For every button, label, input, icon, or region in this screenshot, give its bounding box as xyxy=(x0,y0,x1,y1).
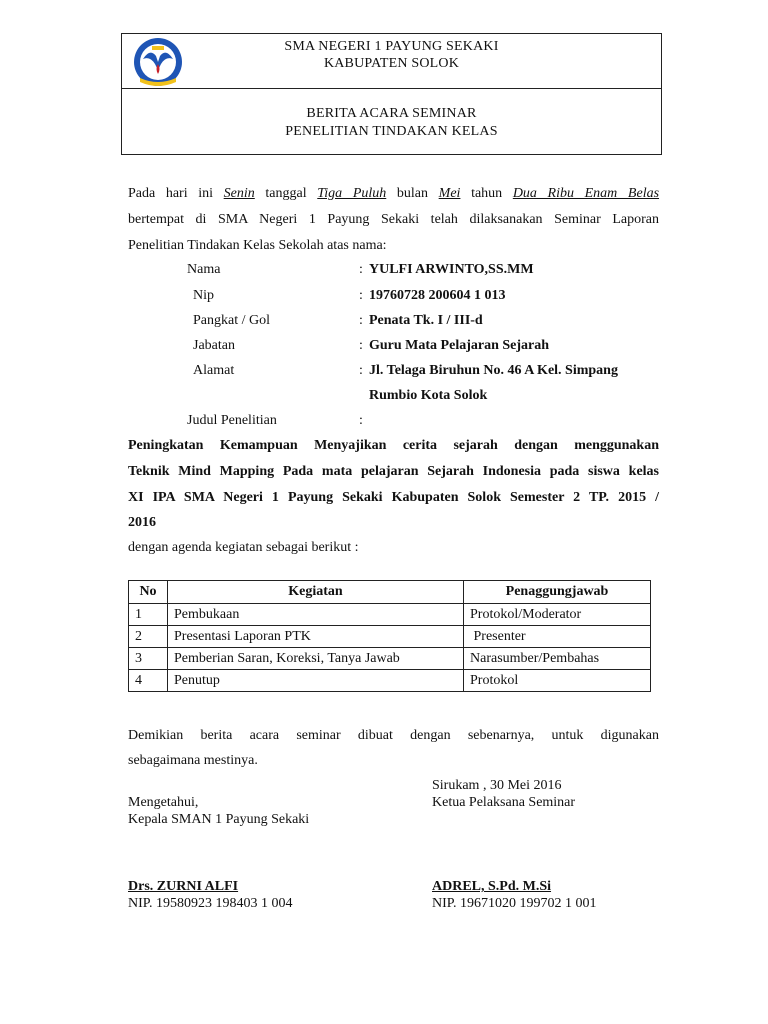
region-name: KABUPATEN SOLOK xyxy=(323,56,460,71)
table-header-row xyxy=(129,581,651,604)
table-row xyxy=(129,626,651,648)
judul-label: Judul Penelitian xyxy=(187,413,277,428)
bulan-label: bulan xyxy=(396,186,429,201)
row-kegiatan: Pembukaan xyxy=(168,604,464,626)
research-title-line-3: XI IPA SMA Negeri 1 Payung Sekaki Kabupaten Solok Semester 2 TP. 2015 / xyxy=(128,490,659,505)
left-signatory-nip: NIP. 19580923 198403 1 004 xyxy=(128,896,293,911)
header-box xyxy=(121,33,662,155)
table-row xyxy=(129,670,651,692)
header-divider xyxy=(122,88,661,89)
jabatan-label: Jabatan xyxy=(193,338,235,353)
row-penanggungjawab: Narasumber/Pembahas xyxy=(464,648,651,670)
right-role: Ketua Pelaksana Seminar xyxy=(432,795,576,810)
judul-colon: : xyxy=(359,413,363,428)
row-penanggungjawab: Protokol xyxy=(464,670,651,692)
left-role-line-2: Kepala SMAN 1 Payung Sekaki xyxy=(128,812,310,827)
document-title-line-1: BERITA ACARA SEMINAR xyxy=(306,106,477,121)
pangkat-value: Penata Tk. I / III-d xyxy=(369,313,483,328)
row-penanggungjawab: Protokol/Moderator xyxy=(464,604,651,626)
research-title-line-1: Peningkatan Kemampuan Menyajikan cerita sejarah dengan menggunakan xyxy=(128,438,659,453)
right-signatory-name: ADREL, S.Pd. M.Si xyxy=(432,879,552,894)
nip-value: 19760728 200604 1 013 xyxy=(369,288,506,303)
header-no: No xyxy=(129,581,168,604)
school-name: SMA NEGERI 1 PAYUNG SEKAKI xyxy=(284,39,499,54)
nip-colon: : xyxy=(359,288,363,303)
research-title-line-4: 2016 xyxy=(128,515,156,530)
closing-line-2: sebagaimana mestinya. xyxy=(128,753,258,768)
left-role-line-1: Mengetahui, xyxy=(128,795,199,810)
nama-label: Nama xyxy=(187,262,221,277)
table-row xyxy=(129,604,651,626)
pangkat-label: Pangkat / Gol xyxy=(193,313,270,328)
right-signatory-nip: NIP. 19671020 199702 1 001 xyxy=(432,896,597,911)
month-value: Mei xyxy=(438,186,461,201)
row-kegiatan: Presentasi Laporan PTK xyxy=(168,626,464,648)
document-title-line-2: PENELITIAN TINDAKAN KELAS xyxy=(285,124,498,139)
row-no: 4 xyxy=(129,670,168,692)
year-value: Dua Ribu Enam Belas xyxy=(512,186,660,201)
left-signatory-name: Drs. ZURNI ALFI xyxy=(128,879,239,894)
date-value: Tiga Puluh xyxy=(317,186,387,201)
intro-line-2: bertempat di SMA Negeri 1 Payung Sekaki telah dilaksanakan Seminar Laporan xyxy=(128,212,659,227)
tahun-label: tahun xyxy=(471,186,503,201)
pangkat-colon: : xyxy=(359,313,363,328)
row-kegiatan: Pemberian Saran, Koreksi, Tanya Jawab xyxy=(168,648,464,670)
alamat-colon: : xyxy=(359,363,363,378)
place-date: Sirukam , 30 Mei 2016 xyxy=(432,778,562,793)
alamat-value-line-2: Rumbio Kota Solok xyxy=(369,388,488,403)
row-no: 2 xyxy=(129,626,168,648)
row-no: 3 xyxy=(129,648,168,670)
alamat-value-line-1: Jl. Telaga Biruhun No. 46 A Kel. Simpang xyxy=(369,363,618,378)
row-penanggungjawab: Presenter xyxy=(464,626,651,648)
tanggal-label: tanggal xyxy=(265,186,307,201)
nama-colon: : xyxy=(359,262,363,277)
research-title-line-2: Teknik Mind Mapping Pada mata pelajaran Sejarah Indonesia pada siswa kelas xyxy=(128,464,659,479)
jabatan-value: Guru Mata Pelajaran Sejarah xyxy=(369,338,550,353)
intro-line-3: Penelitian Tindakan Kelas Sekolah atas nama: xyxy=(128,238,387,253)
header-penanggungjawab: Penaggungjawab xyxy=(464,581,651,604)
table-row xyxy=(129,648,651,670)
row-no: 1 xyxy=(129,604,168,626)
row-kegiatan: Penutup xyxy=(168,670,464,692)
alamat-label: Alamat xyxy=(193,363,235,378)
header-kegiatan: Kegiatan xyxy=(168,581,464,604)
nama-value: YULFI ARWINTO,SS.MM xyxy=(369,262,534,277)
day-value: Senin xyxy=(223,186,255,201)
closing-line-1: Demikian berita acara seminar dibuat dengan sebenarnya, untuk digunakan xyxy=(128,728,659,743)
pada-hari-ini-text: Pada hari ini xyxy=(128,186,214,201)
agenda-table xyxy=(128,580,651,692)
jabatan-colon: : xyxy=(359,338,363,353)
intro-line-1 xyxy=(128,186,659,202)
nip-label: Nip xyxy=(193,288,214,303)
agenda-intro: dengan agenda kegiatan sebagai berikut : xyxy=(128,540,359,555)
